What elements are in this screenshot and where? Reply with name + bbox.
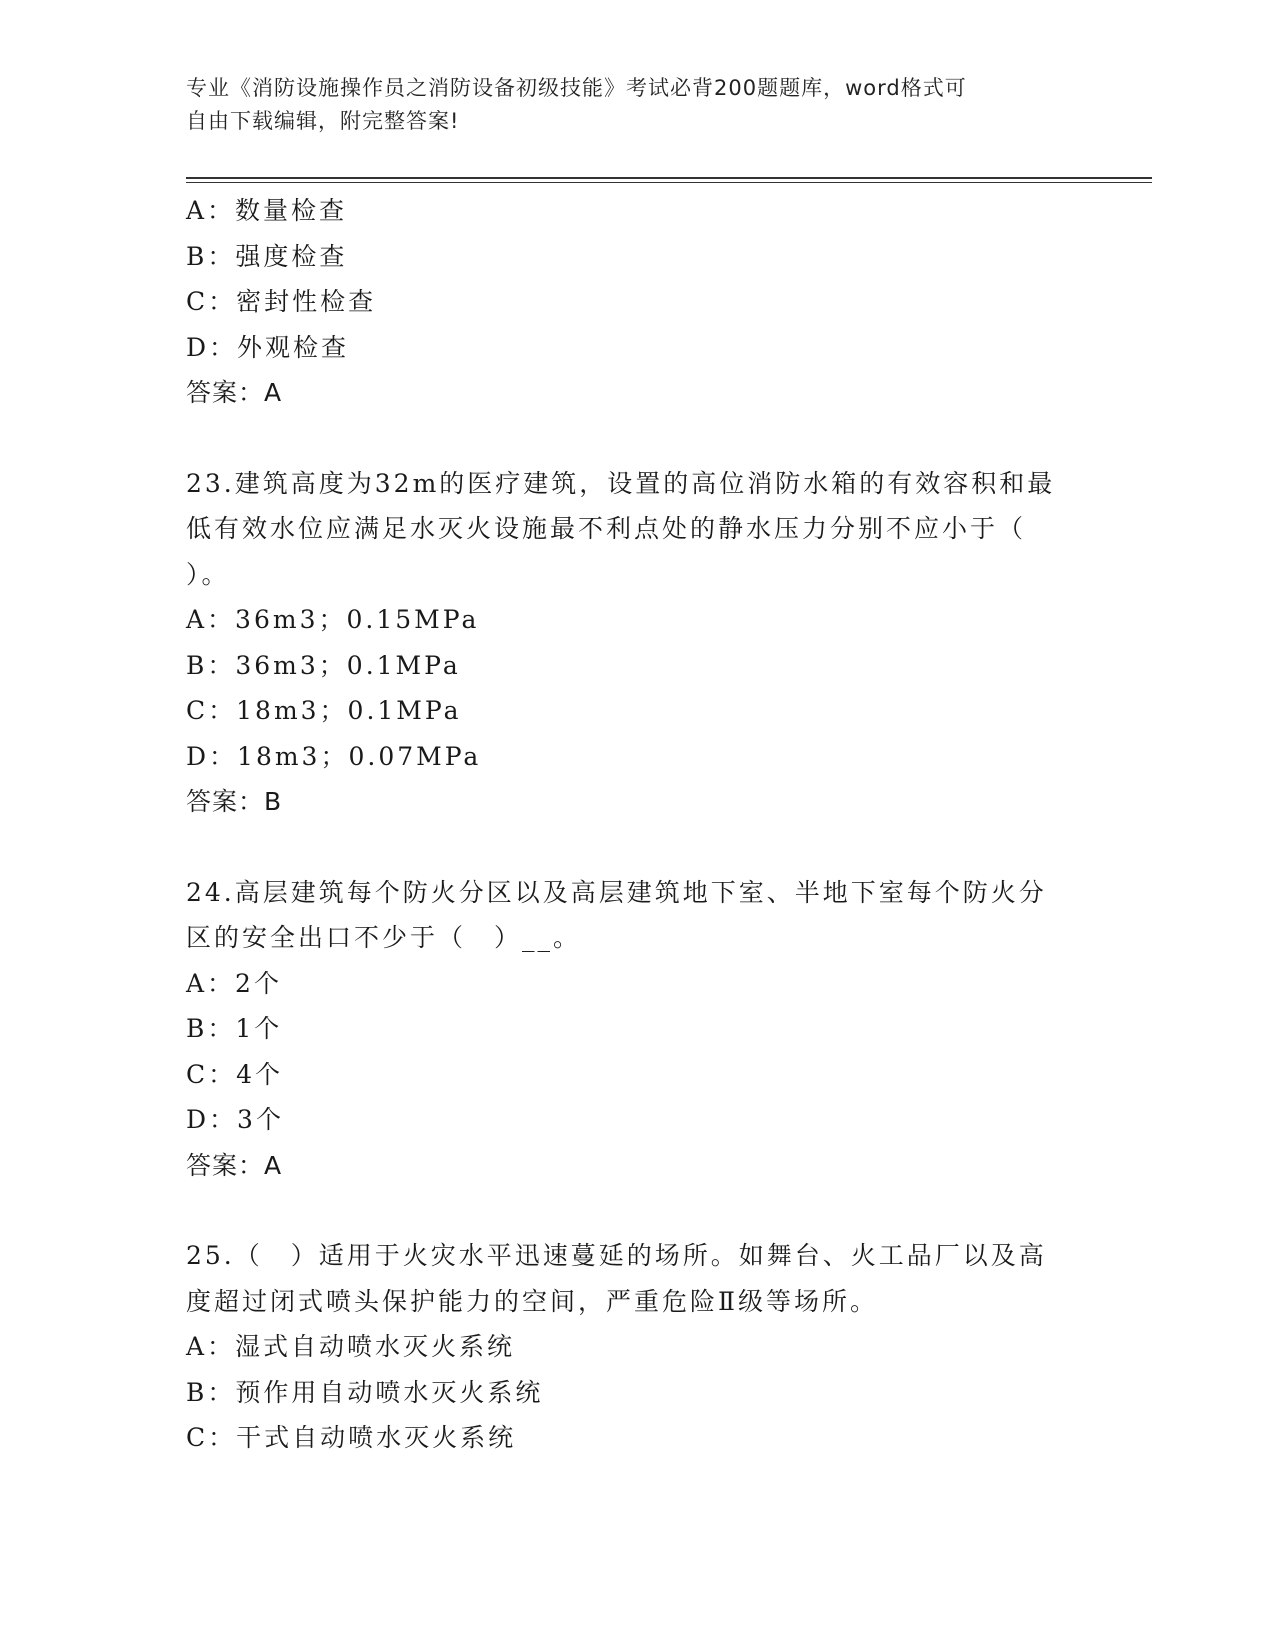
option-d: D：3个	[186, 1105, 284, 1134]
option-b: B：1个	[186, 1014, 283, 1043]
option-a: A：36m3；0.15MPa	[186, 605, 480, 634]
option-a: A：2个	[186, 968, 282, 998]
option-c: C：密封性检查	[186, 287, 377, 316]
document-header	[186, 72, 1066, 138]
option-c: C：干式自动喷水灭火系统	[186, 1423, 517, 1452]
answer: 答案：A	[186, 1150, 283, 1180]
question-22-continued	[186, 188, 1066, 416]
question-text-line: ）。	[186, 559, 230, 589]
question-text-line: 24.高层建筑每个防火分区以及高层建筑地下室、半地下室每个防火分	[186, 877, 1047, 907]
option-d: D：外观检查	[186, 332, 350, 362]
option-b: B：强度检查	[186, 241, 348, 271]
header-line-2: 自由下载编辑，附完整答案!	[186, 109, 460, 133]
question-24	[186, 870, 1066, 1189]
option-a: A：数量检查	[186, 196, 348, 225]
option-b: B：36m3；0.1MPa	[186, 650, 461, 680]
header-divider-thick	[186, 177, 1152, 179]
answer: 答案：A	[186, 378, 283, 407]
option-a: A：湿式自动喷水灭火系统	[186, 1332, 516, 1361]
header-divider-thin	[186, 182, 1152, 183]
question-text-line: 25.（ ）适用于火灾水平迅速蔓延的场所。如舞台、火工品厂以及高	[186, 1241, 1047, 1270]
header-line-1: 专业《消防设施操作员之消防设备初级技能》考试必背200题题库，word格式可	[186, 76, 967, 100]
question-text-line: 低有效水位应满足水灭火设施最不利点处的静水压力分别不应小于（	[186, 514, 1027, 543]
question-23	[186, 461, 1066, 825]
question-text-line: 区的安全出口不少于（ ）__。	[186, 923, 582, 952]
question-list	[186, 188, 1066, 1461]
question-text-line: 度超过闭式喷头保护能力的空间，严重危险Ⅱ级等场所。	[186, 1286, 878, 1316]
option-c: C：4个	[186, 1059, 284, 1089]
question-text-line: 23.建筑高度为32m的医疗建筑，设置的高位消防水箱的有效容积和最	[186, 468, 1056, 498]
answer: 答案：B	[186, 787, 283, 816]
option-c: C：18m3；0.1MPa	[186, 696, 462, 725]
option-b: B：预作用自动喷水灭火系统	[186, 1377, 544, 1407]
option-d: D：18m3；0.07MPa	[186, 741, 482, 771]
question-25	[186, 1233, 1066, 1461]
